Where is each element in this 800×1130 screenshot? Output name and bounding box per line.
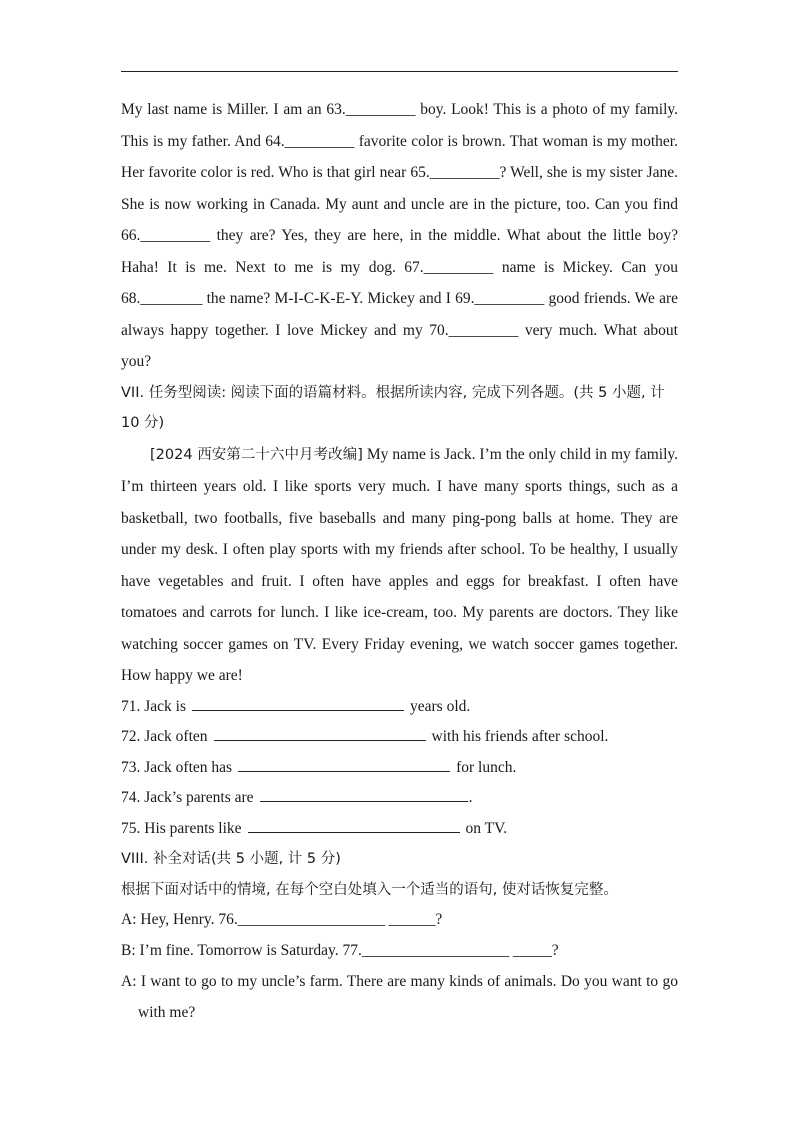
- answer-blank-74[interactable]: [260, 788, 468, 802]
- question-73-prompt: 73. Jack often has: [121, 758, 233, 776]
- dialogue-line-77: B: I’m fine. Tomorrow is Saturday. 77.___________________ _____?: [121, 941, 559, 959]
- question-75-prompt: 75. His parents like: [121, 819, 242, 837]
- passage-2: [121, 439, 678, 692]
- answer-blank-71[interactable]: [192, 697, 404, 711]
- top-divider: [121, 71, 678, 72]
- section-7-heading: VII. 任务型阅读: 阅读下面的语篇材料。根据所读内容, 完成下列各题。(共 5 小题, 计 10 分): [121, 384, 665, 431]
- question-73: [121, 753, 678, 784]
- answer-blank-72[interactable]: [214, 727, 426, 741]
- passage-1: My last name is Miller. I am an 63._________ boy. Look! This is a photo of my family. This is my father. And 64._________ favorite color is brown. That woman is my mother. Her favorite color is red. Who is that girl near 65._________? Well, she is my sister Jane. She is now working in Canada. My aunt and uncle are in the picture, too. Can you find 66._________ they are? Yes, they are here, in the middle. What about the little boy? Haha! It is me. Next to me is my dog. 67._________ name is Mickey. Can you 68.________ the name? M-I-C-K-E-Y. Mickey and I 69._________ good friends. We are always happy together. I love Mickey and my 70._________ very much. What about you?: [121, 101, 678, 370]
- source-note: [2024 西安第二十六中月考改编]: [150, 446, 363, 463]
- question-73-suffix: for lunch.: [456, 758, 517, 776]
- question-72-prompt: 72. Jack often: [121, 728, 208, 745]
- answer-blank-75[interactable]: [248, 819, 460, 833]
- question-72: [121, 722, 678, 753]
- dialogue-line-a2: A: I want to go to my uncle’s farm. There are many kinds of animals. Do you want to go with me?: [121, 973, 678, 1021]
- question-75-suffix: on TV.: [465, 819, 508, 837]
- question-71: [121, 692, 678, 723]
- dialogue-line-76: A: Hey, Henry. 76.___________________ ______?: [121, 911, 443, 928]
- question-71-suffix: years old.: [410, 697, 471, 715]
- passage-2-text: My name is Jack. I’m the only child in my family. I’m thirteen years old. I like sports very much. I have many sports things, such as a basketball, two footballs, five baseballs and many ping-pong balls at home. They are under my desk. I often play sports with my friends after school. To be healthy, I usually have vegetables and fruit. I often have apples and eggs for breakfast. I often have tomatoes and carrots for lunch. I like ice-cream, too. My parents are doctors. They like watching soccer games on TV. Every Friday evening, we watch soccer games together. How happy we are!: [121, 445, 679, 684]
- worksheet-page: [121, 94, 678, 1028]
- question-74-suffix: .: [468, 789, 473, 806]
- answer-blank-73[interactable]: [238, 758, 450, 772]
- question-75: [121, 814, 678, 845]
- question-72-suffix: with his friends after school.: [431, 728, 609, 745]
- question-74: [121, 783, 678, 814]
- question-71-prompt: 71. Jack is: [121, 697, 187, 715]
- section-8-heading: VIII. 补全对话(共 5 小题, 计 5 分): [121, 851, 341, 867]
- section-8-instruction: 根据下面对话中的情境, 在每个空白处填入一个适当的语句, 使对话恢复完整。: [121, 881, 618, 898]
- question-74-prompt: 74. Jack’s parents are: [121, 789, 254, 806]
